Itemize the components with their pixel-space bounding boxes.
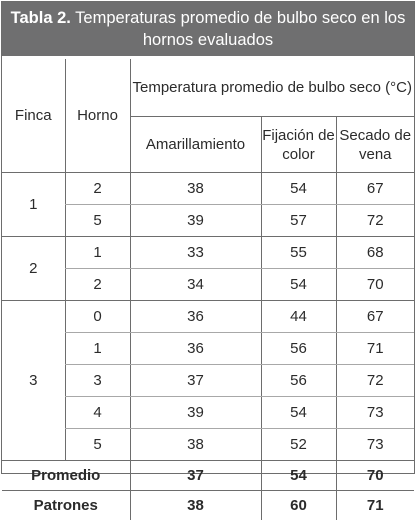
secado-cell: 73 — [336, 397, 414, 429]
header-group-temperatura: Temperatura promedio de bulbo seco (°C) — [130, 59, 414, 117]
fijacion-cell: 54 — [261, 269, 336, 301]
amarillamiento-cell: 34 — [130, 269, 261, 301]
caption-label: Tabla 2. — [11, 9, 71, 27]
summary-fijacion: 54 — [261, 461, 336, 491]
amarillamiento-cell: 36 — [130, 333, 261, 365]
amarillamiento-cell: 33 — [130, 237, 261, 269]
amarillamiento-cell: 39 — [130, 397, 261, 429]
secado-cell: 72 — [336, 205, 414, 237]
amarillamiento-cell: 36 — [130, 301, 261, 333]
finca-cell: 3 — [2, 301, 65, 461]
secado-cell: 70 — [336, 269, 414, 301]
header-finca: Finca — [2, 59, 65, 173]
secado-cell: 68 — [336, 237, 414, 269]
horno-cell: 1 — [65, 237, 130, 269]
summary-label-promedio: Promedio — [2, 461, 130, 491]
amarillamiento-cell: 39 — [130, 205, 261, 237]
secado-cell: 72 — [336, 365, 414, 397]
horno-cell: 5 — [65, 205, 130, 237]
secado-cell: 67 — [336, 301, 414, 333]
horno-cell: 1 — [65, 333, 130, 365]
fijacion-cell: 56 — [261, 365, 336, 397]
finca-cell: 1 — [2, 173, 65, 237]
secado-cell: 67 — [336, 173, 414, 205]
horno-cell: 4 — [65, 397, 130, 429]
summary-secado: 71 — [336, 491, 414, 520]
horno-cell: 2 — [65, 173, 130, 205]
header-amarillamiento: Amarillamiento — [130, 117, 261, 173]
summary-fijacion: 60 — [261, 491, 336, 520]
table-caption — [2, 2, 414, 56]
horno-cell: 5 — [65, 429, 130, 461]
amarillamiento-cell: 37 — [130, 365, 261, 397]
fijacion-cell: 57 — [261, 205, 336, 237]
amarillamiento-cell: 38 — [130, 429, 261, 461]
header-fijacion-de-color: Fijación de color — [261, 117, 336, 173]
secado-cell: 71 — [336, 333, 414, 365]
header-secado-de-vena: Secado de vena — [336, 117, 414, 173]
fijacion-cell: 54 — [261, 173, 336, 205]
summary-secado: 70 — [336, 461, 414, 491]
horno-cell: 2 — [65, 269, 130, 301]
amarillamiento-cell: 38 — [130, 173, 261, 205]
summary-label-patrones: Patrones — [2, 491, 130, 520]
summary-amarillamiento: 38 — [130, 491, 261, 520]
caption-text: Temperaturas promedio de bulbo seco en los hornos evaluados — [71, 9, 405, 49]
table-frame — [1, 1, 415, 474]
header-horno: Horno — [65, 59, 130, 173]
fijacion-cell: 52 — [261, 429, 336, 461]
fijacion-cell: 55 — [261, 237, 336, 269]
table-body — [2, 173, 414, 520]
finca-cell: 2 — [2, 237, 65, 301]
fijacion-cell: 56 — [261, 333, 336, 365]
secado-cell: 73 — [336, 429, 414, 461]
fijacion-cell: 54 — [261, 397, 336, 429]
horno-cell: 3 — [65, 365, 130, 397]
horno-cell: 0 — [65, 301, 130, 333]
temperature-table — [2, 59, 414, 520]
summary-amarillamiento: 37 — [130, 461, 261, 491]
fijacion-cell: 44 — [261, 301, 336, 333]
